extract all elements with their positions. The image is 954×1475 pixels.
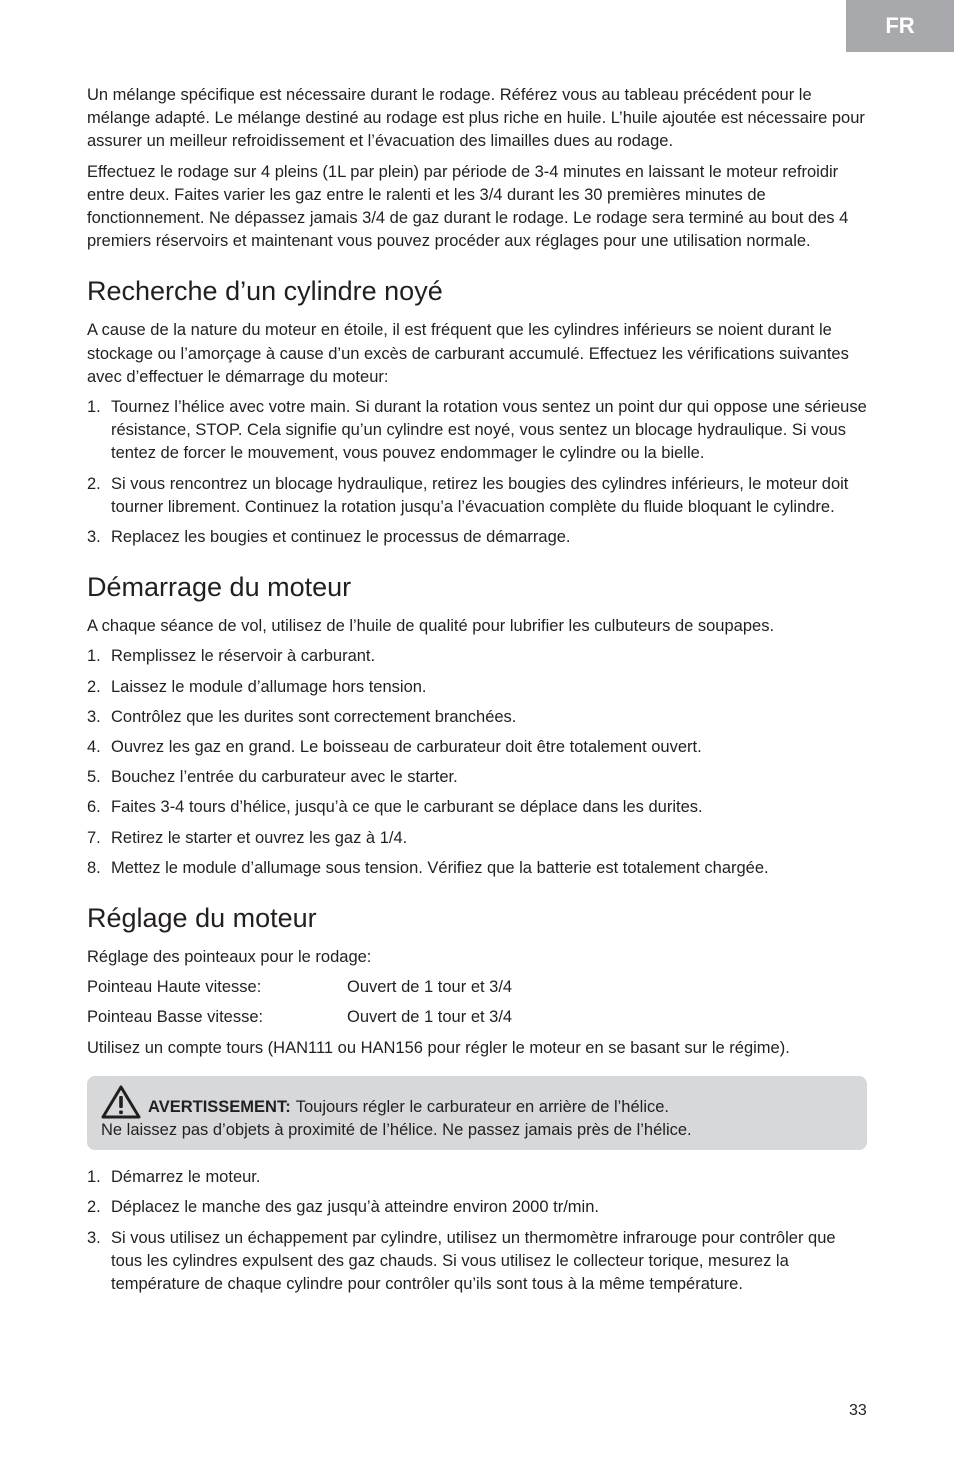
warning-text: Toujours régler le carburateur en arrière de l’hélice. <box>295 1097 669 1116</box>
list-item <box>87 645 867 668</box>
tachometer-note: Utilisez un compte tours (HAN111 ou HAN156 pour régler le moteur en se basant sur le régime). <box>87 1038 790 1057</box>
list-item <box>87 396 867 466</box>
flooded-steps <box>87 396 867 549</box>
warning-box <box>87 1076 867 1150</box>
list-number: 1. <box>87 398 101 417</box>
list-text: Ouvrez les gaz en grand. Le boisseau de carburateur doit être totalement ouvert. <box>111 738 702 757</box>
list-item <box>87 473 867 519</box>
list-text: Retirez le starter et ouvrez les gaz à 1/4. <box>111 828 408 847</box>
list-number: 8. <box>87 858 101 877</box>
needle-setting-row <box>87 976 867 999</box>
list-item <box>87 766 867 789</box>
list-number: 5. <box>87 768 101 787</box>
list-text: Remplissez le réservoir à carburant. <box>111 647 376 666</box>
list-item <box>87 526 867 549</box>
list-text: Replacez les bougies et continuez le processus de démarrage. <box>111 528 571 547</box>
needle-label: Pointeau Haute vitesse: <box>87 978 262 997</box>
list-item <box>87 857 867 880</box>
list-number: 1. <box>87 647 101 666</box>
heading-engine-tuning: Réglage du moteur <box>87 903 317 934</box>
list-item <box>87 1196 867 1219</box>
list-item <box>87 1227 867 1297</box>
list-text: Si vous rencontrez un blocage hydraulique, retirez les bougies des cylindres inférieurs, le moteur doit tourner librement. Continuez la rotation jusqu’a l’évacuation complète du fluide bloquant le cylindre. <box>111 474 849 516</box>
list-number: 4. <box>87 738 101 757</box>
warning-label: AVERTISSEMENT: <box>148 1097 291 1116</box>
heading-flooded-cylinder: Recherche d’un cylindre noyé <box>87 276 443 307</box>
warning-triangle-icon <box>101 1085 141 1119</box>
list-number: 1. <box>87 1168 101 1187</box>
start-steps <box>87 645 867 880</box>
page-content <box>87 84 867 1303</box>
list-text: Mettez le module d’allumage sous tension. Vérifiez que la batterie est totalement chargée. <box>111 858 769 877</box>
list-item <box>87 796 867 819</box>
list-number: 2. <box>87 1198 101 1217</box>
list-text: Bouchez l’entrée du carburateur avec le starter. <box>111 768 458 787</box>
needle-value: Ouvert de 1 tour et 3/4 <box>347 978 513 997</box>
heading-engine-start: Démarrage du moteur <box>87 572 352 603</box>
list-text: Faites 3-4 tours d’hélice, jusqu’à ce que le carburant se déplace dans les durites. <box>111 798 703 817</box>
needle-value: Ouvert de 1 tour et 3/4 <box>347 1008 513 1027</box>
list-item <box>87 827 867 850</box>
list-item <box>87 736 867 759</box>
page-number: 33 <box>849 1402 867 1419</box>
list-number: 3. <box>87 1228 101 1247</box>
list-number: 6. <box>87 798 101 817</box>
start-intro: A chaque séance de vol, utilisez de l’huile de qualité pour lubrifier les culbuteurs de soupapes. <box>87 617 775 636</box>
list-number: 7. <box>87 828 101 847</box>
tuning-steps <box>87 1166 867 1296</box>
list-text: Si vous utilisez un échappement par cylindre, utilisez un thermomètre infrarouge pour contrôler que tous les cylindres expulsent des gaz chauds. Si vous utilisez le collecteur torique, mesurez la température de chaque cylindre pour contrôler qu’ils sont tous à la même température. <box>111 1228 836 1293</box>
warning-text: Ne laissez pas d’objets à proximité de l’hélice. Ne passez jamais près de l’hélice. <box>101 1120 692 1139</box>
list-number: 2. <box>87 677 101 696</box>
list-text: Démarrez le moteur. <box>111 1168 261 1187</box>
needle-setting-row <box>87 1006 867 1029</box>
list-number: 2. <box>87 474 101 493</box>
list-item <box>87 706 867 729</box>
intro-paragraph: Effectuez le rodage sur 4 pleins (1L par plein) par période de 3-4 minutes en laissant le moteur refroidir entre deux. Faites varier les gaz entre le ralenti et les 3/4 durant les 30 premières minutes de fonctionnement. Ne dépassez jamais 3/4 de gaz durant le rodage. Le rodage sera terminé au bout des 4 premiers réservoirs et maintenant vous pouvez procéder aux réglages pour une utilisation normale. <box>87 162 849 251</box>
tuning-intro: Réglage des pointeaux pour le rodage: <box>87 948 372 967</box>
list-number: 3. <box>87 707 101 726</box>
list-text: Déplacez le manche des gaz jusqu’à atteindre environ 2000 tr/min. <box>111 1198 599 1217</box>
list-item <box>87 1166 867 1189</box>
language-tab: FR <box>846 0 954 52</box>
list-text: Contrôlez que les durites sont correctement branchées. <box>111 707 517 726</box>
needle-label: Pointeau Basse vitesse: <box>87 1008 264 1027</box>
list-text: Tournez l’hélice avec votre main. Si durant la rotation vous sentez un point dur qui oppose une sérieuse résistance, STOP. Cela signifie qu’un cylindre est noyé, vous sentez un blocage hydraulique. Si vous tentez de forcer le mouvement, vous pouvez endommager le cylindre ou la bielle. <box>111 398 867 463</box>
flooded-intro: A cause de la nature du moteur en étoile, il est fréquent que les cylindres inférieurs se noient durant le stockage ou l’amorçage à cause d’un excès de carburant accumulé. Effectuez les vérifications suivantes avec d’effectuer le démarrage du moteur: <box>87 321 849 386</box>
intro-paragraph: Un mélange spécifique est nécessaire durant le rodage. Référez vous au tableau précédent pour le mélange adapté. Le mélange destiné au rodage est plus riche en huile. L’huile ajoutée est nécessaire pour assurer un meilleur refroidissement et l’évacuation des limailles dues au rodage. <box>87 86 865 151</box>
list-number: 3. <box>87 528 101 547</box>
list-text: Laissez le module d’allumage hors tension. <box>111 677 427 696</box>
list-item <box>87 676 867 699</box>
